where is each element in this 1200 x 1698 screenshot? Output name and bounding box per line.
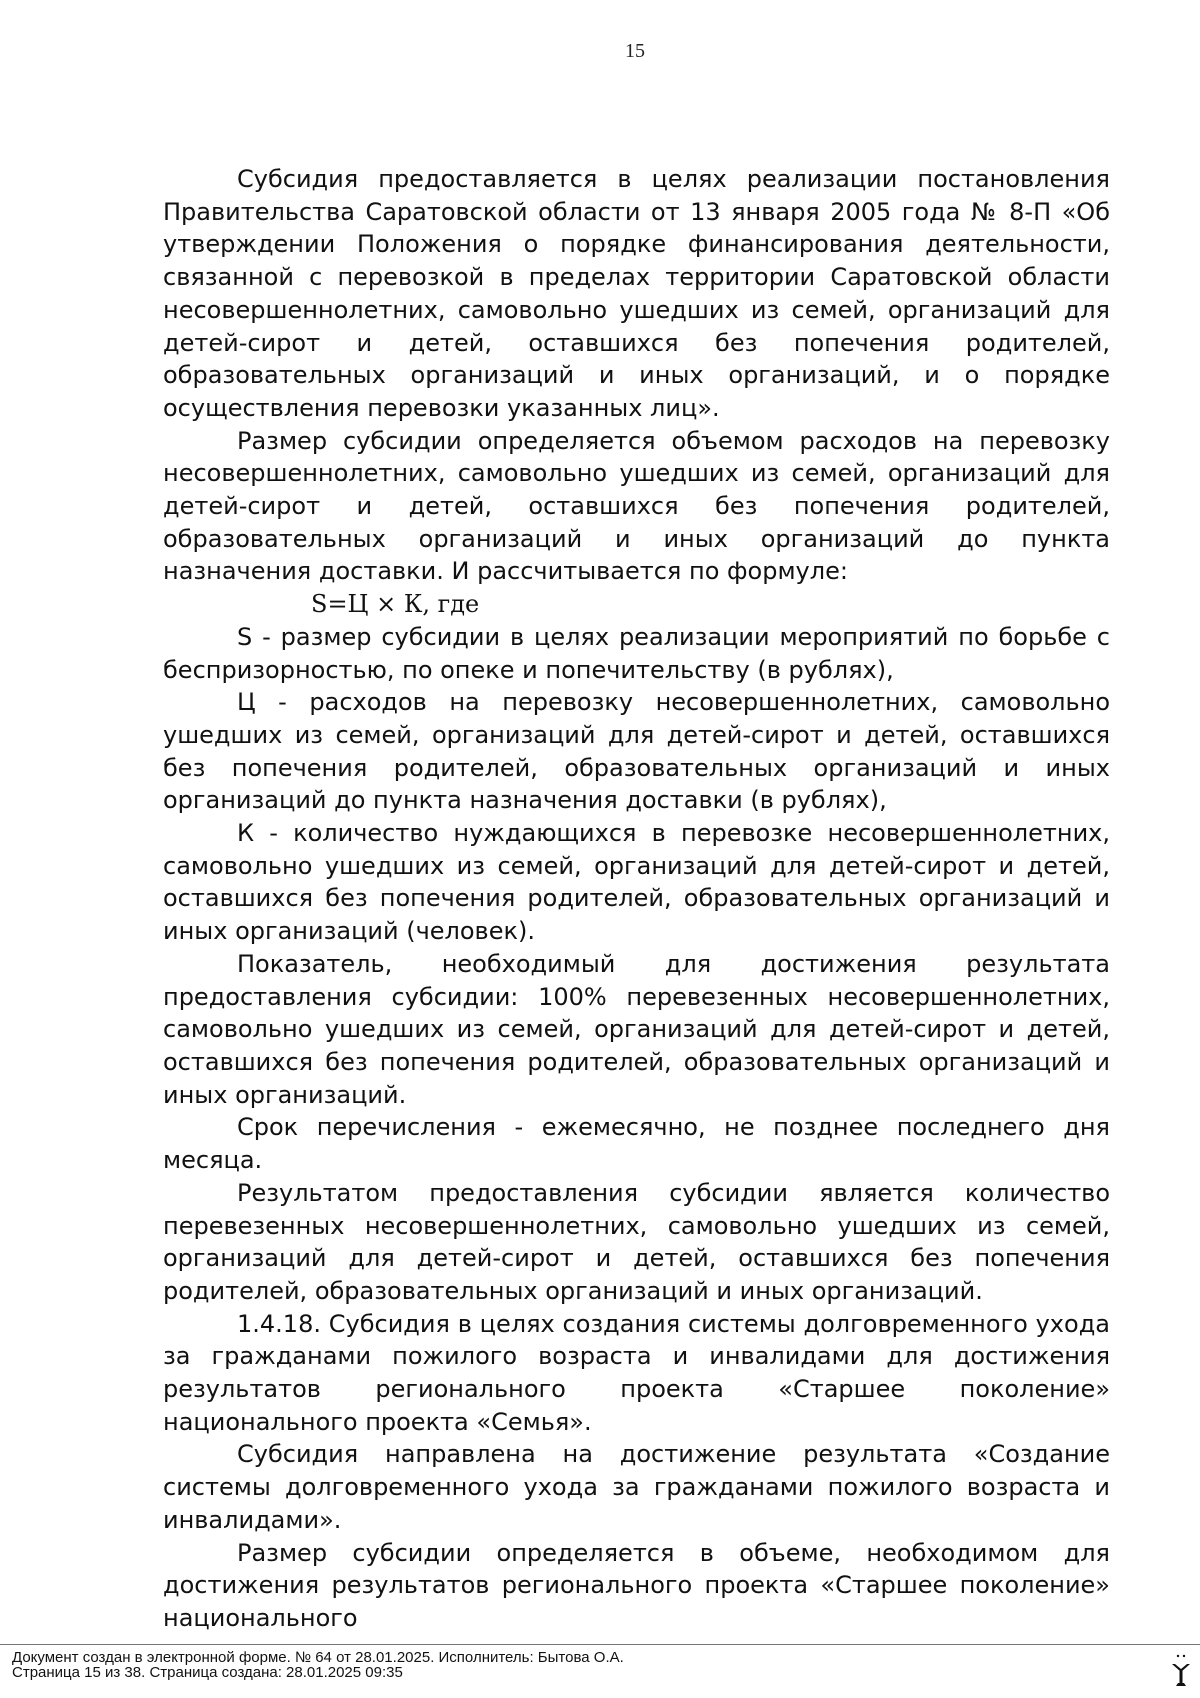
definition-k: К - количество нуждающихся в перевозке несовершеннолетних, самовольно ушедших из семей, организаций для детей-сирот и детей, оставшихся без попечения родителей, образовательных организаций и иных организаций (человек). (163, 819, 1110, 946)
footer-page-info: Страница 15 из 38. Страница создана: 28.01.2025 09:35 (12, 1664, 403, 1681)
definition-s: S - размер субсидии в целях реализации мероприятий по борьбе с беспризорностью, по опеке и попечительству (в рублях), (163, 622, 1110, 684)
definition-c: Ц - расходов на перевозку несовершеннолетних, самовольно ушедших из семей, организаций для детей-сирот и детей, оставшихся без попечения родителей, образовательных организаций и иных организаций до пункта назначения доставки (в рублях), (163, 688, 1110, 815)
footer-divider (0, 1644, 1200, 1645)
paragraph-subsidy-basis: Субсидия предоставляется в целях реализации постановления Правительства Саратовской области от 13 января 2005 года № 8-П «Об утверждении Положения о порядке финансирования деятельности, связанной с перевозкой в пределах территории Саратовской области несовершеннолетних, самовольно ушедших из семей, организаций для детей-сирот и детей, оставшихся без попечения родителей, образовательных организаций и иных организаций, и о порядке осуществления перевозки указанных лиц». (163, 165, 1110, 422)
paragraph-subsidy-size: Размер субсидии определяется объемом расходов на перевозку несовершеннолетних, самовольно ушедших из семей, организаций для детей-сирот и детей, оставшихся без попечения родителей, образовательных организаций и иных организаций до пункта назначения доставки. И рассчитывается по формуле: (163, 426, 1110, 586)
paragraph-transfer-term: Срок перечисления - ежемесячно, не позднее последнего дня месяца. (163, 1113, 1110, 1175)
formula: S=Ц × К, где (311, 590, 480, 619)
paragraph-indicator: Показатель, необходимый для достижения результата предоставления субсидии: 100% перевезенных несовершеннолетних, самовольно ушедших из семей, организаций для детей-сирот и детей, оставшихся без попечения родителей, образовательных организаций и иных организаций. (163, 949, 1110, 1109)
section-1-4-18-heading: 1.4.18. Субсидия в целях создания системы долговременного ухода за гражданами пожилого возраста и инвалидами для достижения результатов регионального проекта «Старшее поколение» национального проекта «Семья». (163, 1309, 1110, 1436)
paragraph-result: Результатом предоставления субсидии является количество перевезенных несовершеннолетних, самовольно ушедших из семей, организаций для детей-сирот и детей, оставшихся без попечения родителей, образовательных организаций и иных организаций. (163, 1178, 1110, 1305)
page-number: 15 (625, 40, 645, 62)
footer-document-info: Документ создан в электронной форме. № 64 от 28.01.2025. Исполнитель: Бытова О.А. (12, 1649, 624, 1666)
document-body (163, 163, 1110, 1635)
footer (12, 1650, 624, 1680)
paragraph-subsidy-amount: Размер субсидии определяется в объеме, необходимом для достижения результатов регионального проекта «Старшее поколение» национального (163, 1538, 1110, 1632)
regional-emblem-icon (1170, 1652, 1192, 1688)
paragraph-subsidy-goal: Субсидия направлена на достижение результата «Создание системы долговременного ухода за гражданами пожилого возраста и инвалидами». (163, 1440, 1110, 1534)
